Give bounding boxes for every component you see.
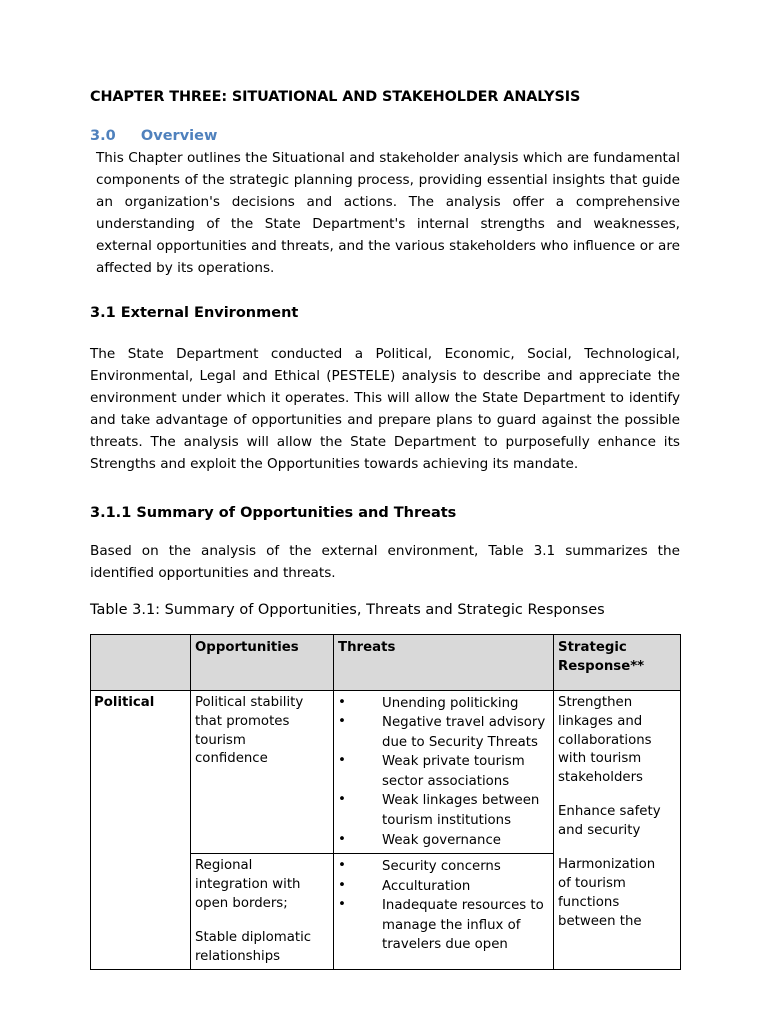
list-item: • Inadequate resources to manage the influx of travelers due open [338, 896, 549, 955]
overview-paragraph: This Chapter outlines the Situational and stakeholder analysis which are fundamental components of the strategic planning process, providing essential insights that guide an organization's decisions and actions. The analysis offer a comprehensive understanding of the State Department's internal strengths and weaknesses, external opportunities and threats, and the various stakeholders who influence or are affected by its operations. [96, 150, 680, 277]
opportunity-line: open borders; [195, 895, 288, 911]
table-cell-opportunities-1 [191, 690, 334, 853]
opportunity-line: integration with [195, 876, 301, 892]
section-heading-summary: 3.1.1 Summary of Opportunities and Threats [90, 504, 457, 521]
table-cell-threats-1 [334, 690, 554, 853]
opportunity-line: Regional [195, 858, 253, 874]
threats-list [338, 694, 549, 850]
response-line: collaborations [558, 732, 652, 748]
spacer [558, 788, 676, 803]
table-header-row [91, 634, 681, 690]
spacer [558, 841, 676, 856]
table-row [91, 690, 681, 853]
summary-paragraph: Based on the analysis of the external environment, Table 3.1 summarizes the identified opportunities and threats. [90, 543, 680, 582]
list-item: • Acculturation [338, 877, 549, 897]
document-content [90, 88, 680, 970]
spacer [90, 323, 680, 343]
chapter-title: CHAPTER THREE: SITUATIONAL AND STAKEHOLDER ANALYSIS [90, 89, 581, 105]
spacer [195, 914, 329, 929]
table-cell-threats-2 [334, 854, 554, 970]
response-line: and security [558, 823, 641, 839]
spacer [90, 584, 680, 602]
list-item: • Weak linkages between tourism institutions [338, 791, 549, 830]
response-line: stakeholders [558, 770, 643, 786]
section-heading-overview: 3.0 Overview [90, 128, 218, 144]
response-line: between the [558, 913, 642, 929]
spacer [90, 279, 680, 305]
summary-table [90, 634, 681, 971]
table-cell-opportunities-2 [191, 854, 334, 970]
list-item: • Security concerns [338, 857, 549, 877]
external-environment-paragraph: The State Department conducted a Political, Economic, Social, Technological, Environmental, Legal and Ethical (PESTELE) analysis to describe and appreciate the environment under which it operates. This will allow the State Department to identify and take advantage of opportunities and prepare plans to guard against the possible threats. The analysis will allow the State Department to purposefully enhance its Strengths and exploit the Opportunities towards achieving its mandate. [90, 345, 680, 472]
list-item: • Weak governance [338, 831, 549, 851]
response-line: Strengthen [558, 694, 633, 710]
spacer [90, 522, 680, 540]
table-caption: Table 3.1: Summary of Opportunities, Threats and Strategic Responses [90, 602, 605, 619]
table-header-threats: Threats [334, 634, 554, 690]
table-header-factor [91, 634, 191, 690]
table-header-opportunities: Opportunities [191, 634, 334, 690]
table-cell-strategic-response [554, 690, 681, 970]
opportunity-line: relationships [195, 948, 281, 964]
spacer [90, 475, 680, 505]
opportunity-line: Stable diplomatic [195, 929, 312, 945]
response-line: Harmonization [558, 856, 656, 872]
table-header-strategic-response: Strategic Response** [554, 634, 681, 690]
table-cell-factor-political: Political [91, 690, 191, 970]
response-line: of tourism [558, 875, 626, 891]
response-line: with tourism [558, 751, 642, 767]
opportunity-line: Political stability [195, 694, 304, 710]
list-item: • Weak private tourism sector associations [338, 752, 549, 791]
response-line: functions [558, 894, 620, 910]
opportunity-line: tourism [195, 732, 246, 748]
opportunity-line: confidence [195, 751, 268, 767]
response-line: Enhance safety [558, 804, 661, 820]
list-item: • Negative travel advisory due to Security Threats [338, 713, 549, 752]
list-item: • Unending politicking [338, 694, 549, 714]
threats-list [338, 857, 549, 955]
section-heading-external-environment: 3.1 External Environment [90, 305, 299, 322]
opportunity-line: that promotes [195, 713, 290, 729]
response-line: linkages and [558, 713, 643, 729]
